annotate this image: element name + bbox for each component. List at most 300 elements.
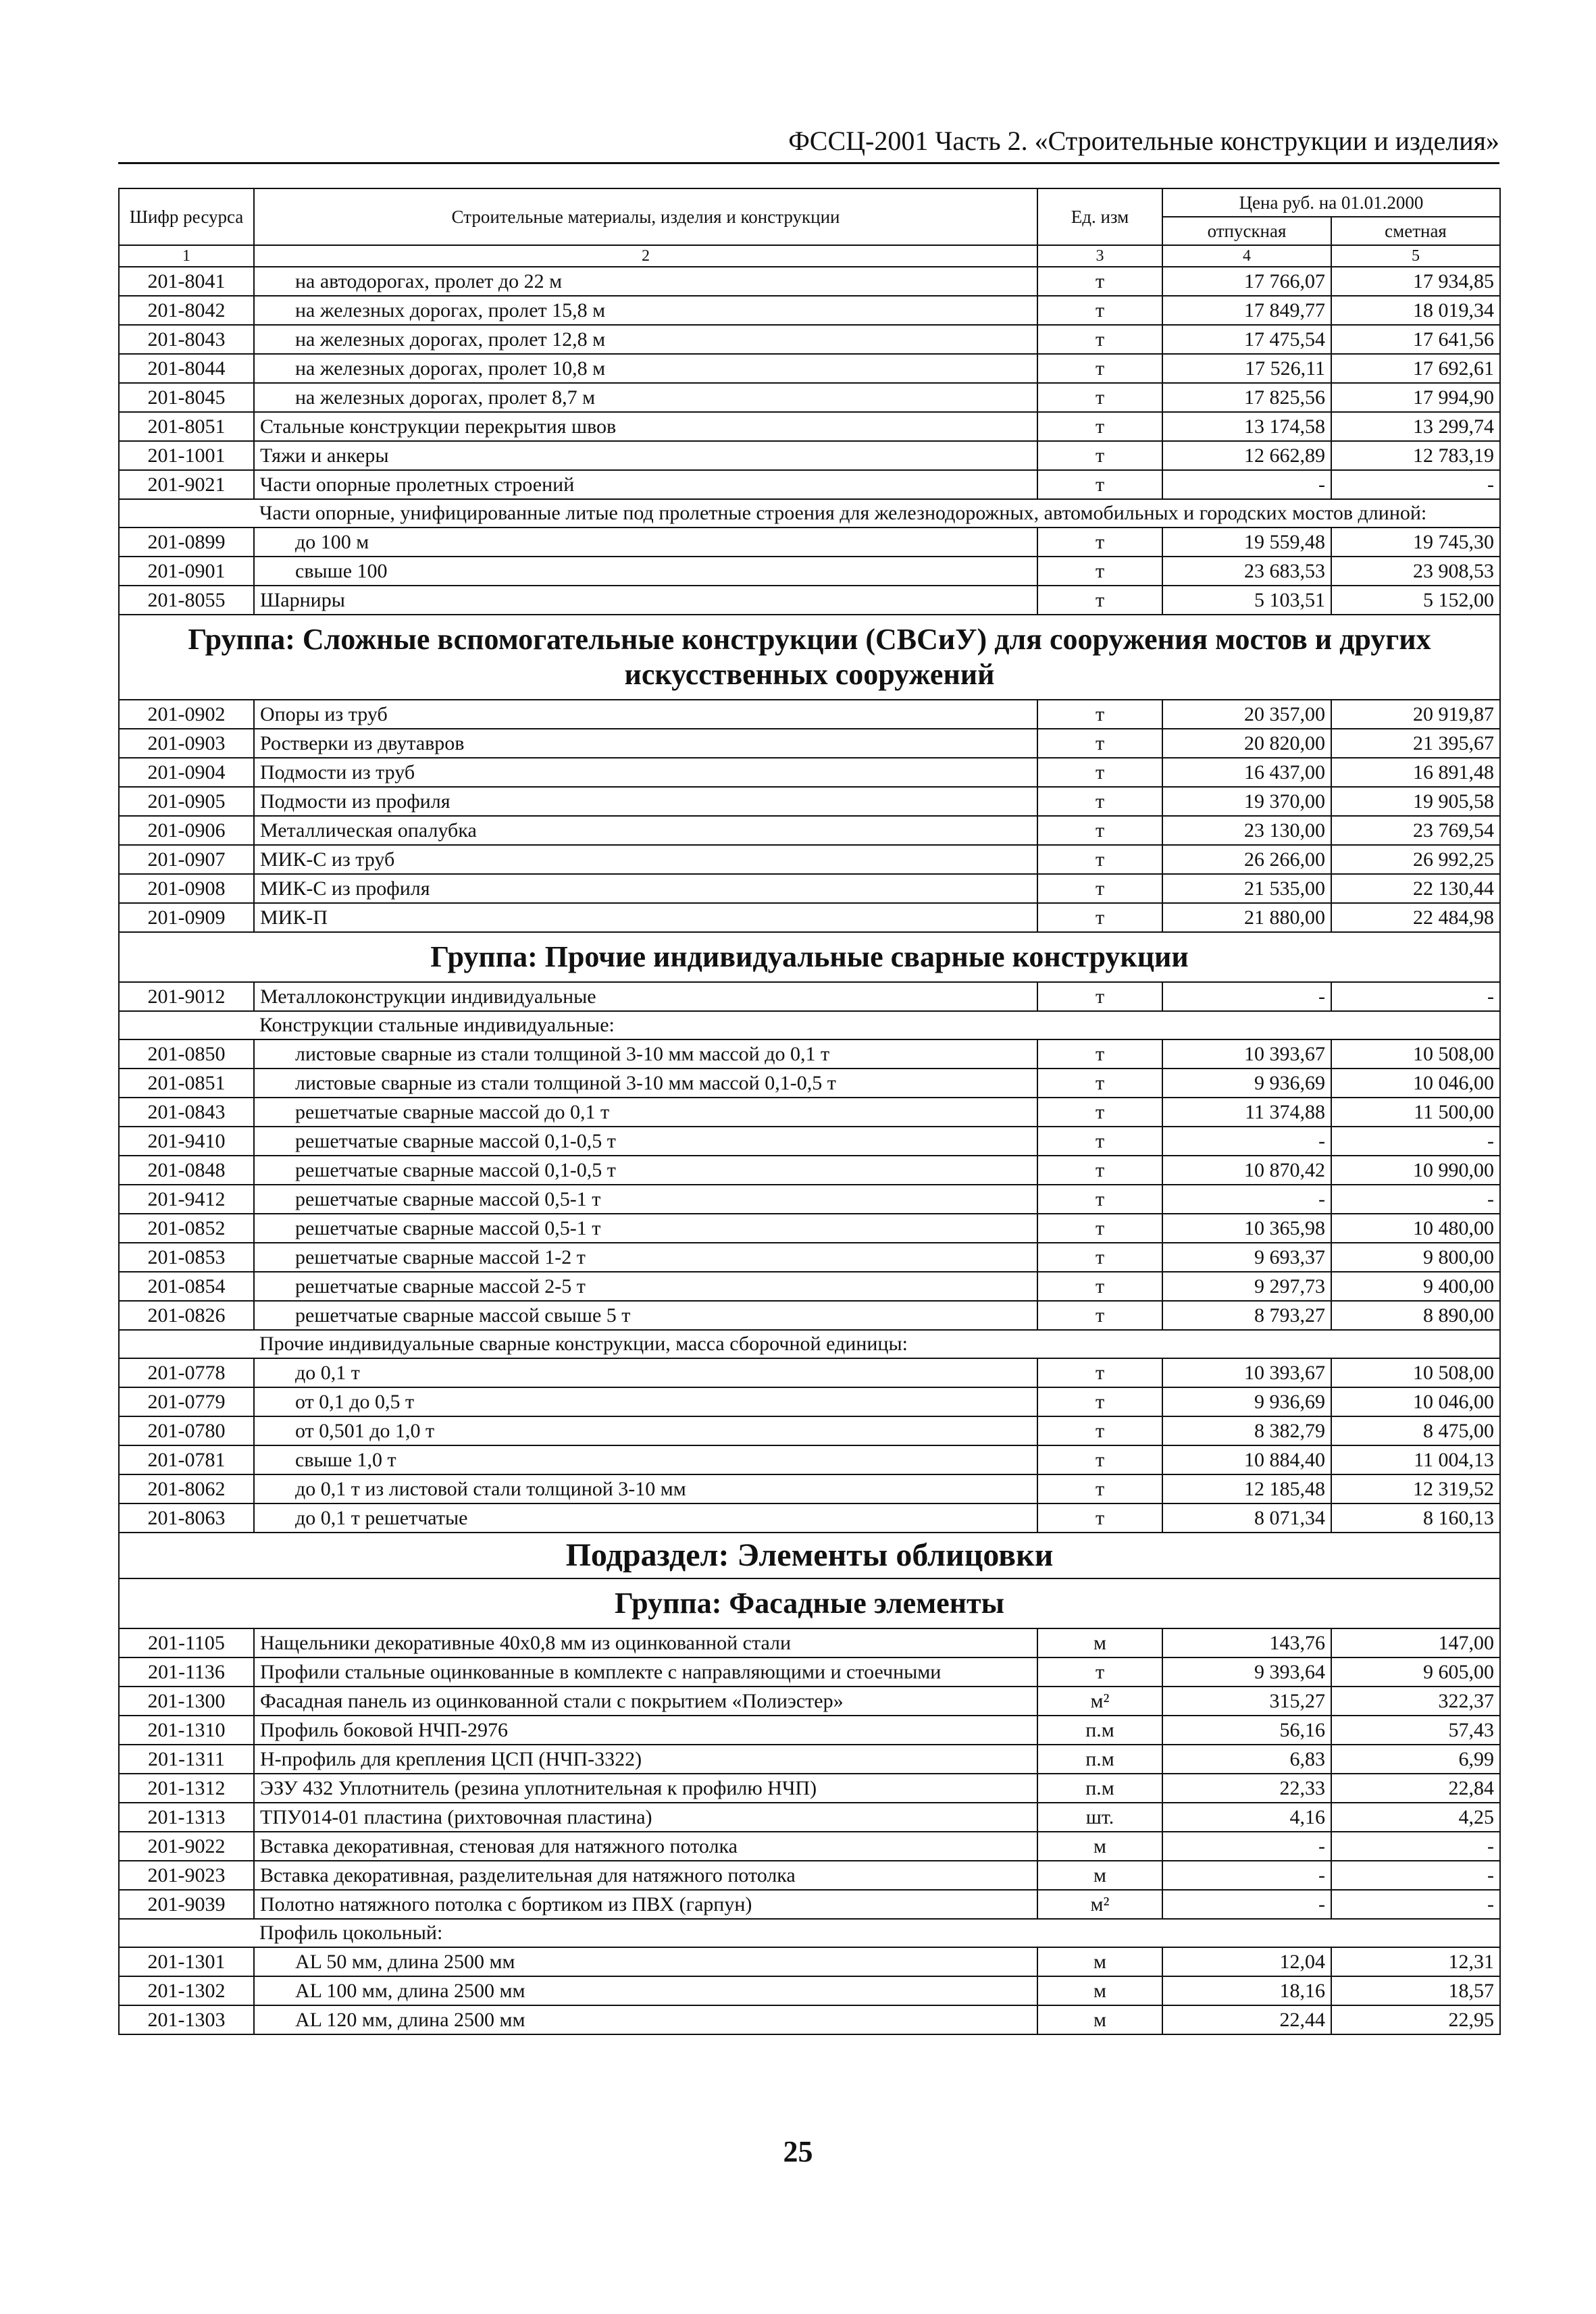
table-row xyxy=(119,1301,1500,1330)
resource-code: 201-0779 xyxy=(119,1387,254,1416)
wholesale-price: 11 374,88 xyxy=(1162,1098,1331,1127)
col-wholesale-header: отпускная xyxy=(1162,217,1331,245)
unit: т xyxy=(1037,383,1162,412)
resource-code: 201-0905 xyxy=(119,787,254,816)
resource-code: 201-0906 xyxy=(119,816,254,845)
table-row xyxy=(119,845,1500,874)
wholesale-price: 9 393,64 xyxy=(1162,1657,1331,1687)
table-row xyxy=(119,1890,1500,1919)
unit: м xyxy=(1037,1976,1162,2005)
material-name: листовые сварные из стали толщиной 3-10 мм массой до 0,1 т xyxy=(254,1039,1037,1069)
col-index: 5 xyxy=(1331,245,1500,267)
running-header: ФССЦ-2001 Часть 2. «Строительные конструкции и изделия» xyxy=(118,125,1499,164)
unit: т xyxy=(1037,874,1162,903)
group-heading: Группа: Сложные вспомогательные конструкции (СВСиУ) для сооружения мостов и других искусственных сооружений xyxy=(119,615,1500,700)
unit: м xyxy=(1037,1832,1162,1861)
table-row xyxy=(119,1803,1500,1832)
table-row xyxy=(119,296,1500,325)
estimate-price: 147,00 xyxy=(1331,1628,1500,1657)
resource-code: 201-1313 xyxy=(119,1803,254,1832)
material-name: до 100 м xyxy=(254,528,1037,557)
wholesale-price: 23 130,00 xyxy=(1162,816,1331,845)
estimate-price: 10 046,00 xyxy=(1331,1387,1500,1416)
resource-code: 201-0907 xyxy=(119,845,254,874)
unit: т xyxy=(1037,267,1162,296)
material-name: ТПУ014-01 пластина (рихтовочная пластина) xyxy=(254,1803,1037,1832)
table-row xyxy=(119,1069,1500,1098)
material-name: МИК-П xyxy=(254,903,1037,932)
unit: шт. xyxy=(1037,1803,1162,1832)
table-row xyxy=(119,1243,1500,1272)
table-row xyxy=(119,1503,1500,1533)
estimate-price: 12,31 xyxy=(1331,1947,1500,1976)
estimate-price: 17 692,61 xyxy=(1331,354,1500,383)
unit: т xyxy=(1037,412,1162,441)
material-name: Подмости из профиля xyxy=(254,787,1037,816)
estimate-price: 23 769,54 xyxy=(1331,816,1500,845)
table-row xyxy=(119,557,1500,586)
resource-code: 201-9022 xyxy=(119,1832,254,1861)
resource-code: 201-0781 xyxy=(119,1445,254,1474)
estimate-price: 22,95 xyxy=(1331,2005,1500,2034)
price-table xyxy=(118,188,1501,2035)
material-name: Металлоконструкции индивидуальные xyxy=(254,982,1037,1011)
resource-code: 201-1303 xyxy=(119,2005,254,2034)
estimate-price: 23 908,53 xyxy=(1331,557,1500,586)
estimate-price: 17 934,85 xyxy=(1331,267,1500,296)
material-name: МИК-С из профиля xyxy=(254,874,1037,903)
estimate-price: 10 990,00 xyxy=(1331,1156,1500,1185)
col-unit-header: Ед. изм xyxy=(1037,188,1162,245)
resource-code: 201-0853 xyxy=(119,1243,254,1272)
resource-code: 201-0902 xyxy=(119,700,254,729)
group-heading: Группа: Фасадные элементы xyxy=(119,1578,1500,1628)
table-row xyxy=(119,816,1500,845)
table-row xyxy=(119,1716,1500,1745)
table-row xyxy=(119,1474,1500,1503)
note-text: Прочие индивидуальные сварные конструкции, масса сборочной единицы: xyxy=(254,1330,1500,1358)
table-row xyxy=(119,586,1500,615)
unit: т xyxy=(1037,586,1162,615)
estimate-price: 4,25 xyxy=(1331,1803,1500,1832)
estimate-price: 13 299,74 xyxy=(1331,412,1500,441)
unit: т xyxy=(1037,354,1162,383)
material-name: Части опорные пролетных строений xyxy=(254,470,1037,499)
estimate-price: - xyxy=(1331,1127,1500,1156)
wholesale-price: 8 382,79 xyxy=(1162,1416,1331,1445)
wholesale-price: 23 683,53 xyxy=(1162,557,1331,586)
material-name: на железных дорогах, пролет 15,8 м xyxy=(254,296,1037,325)
material-name: до 0,1 т xyxy=(254,1358,1037,1387)
table-row xyxy=(119,1387,1500,1416)
estimate-price: 17 641,56 xyxy=(1331,325,1500,354)
wholesale-price: 9 297,73 xyxy=(1162,1272,1331,1301)
estimate-price: 8 890,00 xyxy=(1331,1301,1500,1330)
table-row xyxy=(119,1976,1500,2005)
group-heading-row xyxy=(119,932,1500,982)
estimate-price: - xyxy=(1331,1832,1500,1861)
wholesale-price: 9 936,69 xyxy=(1162,1069,1331,1098)
estimate-price: 17 994,90 xyxy=(1331,383,1500,412)
unit: т xyxy=(1037,1272,1162,1301)
table-row xyxy=(119,758,1500,787)
resource-code: 201-1300 xyxy=(119,1687,254,1716)
resource-code: 201-0850 xyxy=(119,1039,254,1069)
subsection-heading-row xyxy=(119,1533,1500,1578)
unit: т xyxy=(1037,1301,1162,1330)
unit: т xyxy=(1037,528,1162,557)
table-row xyxy=(119,325,1500,354)
material-name: Полотно натяжного потолка с бортиком из ПВХ (гарпун) xyxy=(254,1890,1037,1919)
material-name: решетчатые сварные массой 0,1-0,5 т xyxy=(254,1156,1037,1185)
wholesale-price: - xyxy=(1162,1127,1331,1156)
table-row xyxy=(119,903,1500,932)
estimate-price: 20 919,87 xyxy=(1331,700,1500,729)
estimate-price: 12 319,52 xyxy=(1331,1474,1500,1503)
resource-code: 201-9410 xyxy=(119,1127,254,1156)
table-row xyxy=(119,1445,1500,1474)
resource-code: 201-0826 xyxy=(119,1301,254,1330)
wholesale-price: 20 820,00 xyxy=(1162,729,1331,758)
table-row xyxy=(119,1272,1500,1301)
wholesale-price: 143,76 xyxy=(1162,1628,1331,1657)
material-name: Н-профиль для крепления ЦСП (НЧП-3322) xyxy=(254,1745,1037,1774)
estimate-price: 5 152,00 xyxy=(1331,586,1500,615)
unit: т xyxy=(1037,700,1162,729)
table-row xyxy=(119,470,1500,499)
material-name: Нащельники декоративные 40х0,8 мм из оцинкованной стали xyxy=(254,1628,1037,1657)
wholesale-price: 16 437,00 xyxy=(1162,758,1331,787)
wholesale-price: 22,33 xyxy=(1162,1774,1331,1803)
column-index-row xyxy=(119,245,1500,267)
resource-code: 201-8041 xyxy=(119,267,254,296)
wholesale-price: 10 393,67 xyxy=(1162,1358,1331,1387)
unit: т xyxy=(1037,1503,1162,1533)
table-row xyxy=(119,1861,1500,1890)
estimate-price: 19 745,30 xyxy=(1331,528,1500,557)
estimate-price: 19 905,58 xyxy=(1331,787,1500,816)
wholesale-price: 10 393,67 xyxy=(1162,1039,1331,1069)
wholesale-price: 12 662,89 xyxy=(1162,441,1331,470)
material-name: Опоры из труб xyxy=(254,700,1037,729)
subsection-heading: Подраздел: Элементы облицовки xyxy=(119,1533,1500,1578)
wholesale-price: - xyxy=(1162,1832,1331,1861)
material-name: AL 100 мм, длина 2500 мм xyxy=(254,1976,1037,2005)
col-estimate-header: сметная xyxy=(1331,217,1500,245)
col-index: 2 xyxy=(254,245,1037,267)
wholesale-price: - xyxy=(1162,1861,1331,1890)
resource-code: 201-8043 xyxy=(119,325,254,354)
wholesale-price: 12 185,48 xyxy=(1162,1474,1331,1503)
resource-code: 201-1311 xyxy=(119,1745,254,1774)
table-row xyxy=(119,383,1500,412)
wholesale-price: 21 535,00 xyxy=(1162,874,1331,903)
resource-code: 201-0778 xyxy=(119,1358,254,1387)
unit: т xyxy=(1037,787,1162,816)
table-row xyxy=(119,1156,1500,1185)
estimate-price: 10 508,00 xyxy=(1331,1358,1500,1387)
wholesale-price: 19 370,00 xyxy=(1162,787,1331,816)
material-name: решетчатые сварные массой 0,1-0,5 т xyxy=(254,1127,1037,1156)
estimate-price: - xyxy=(1331,1890,1500,1919)
note-spacer xyxy=(119,499,254,528)
table-row xyxy=(119,1687,1500,1716)
table-row xyxy=(119,441,1500,470)
material-name: на железных дорогах, пролет 8,7 м xyxy=(254,383,1037,412)
wholesale-price: 9 936,69 xyxy=(1162,1387,1331,1416)
estimate-price: - xyxy=(1331,982,1500,1011)
table-row xyxy=(119,267,1500,296)
wholesale-price: 18,16 xyxy=(1162,1976,1331,2005)
material-name: на железных дорогах, пролет 10,8 м xyxy=(254,354,1037,383)
table-row xyxy=(119,729,1500,758)
estimate-price: 12 783,19 xyxy=(1331,441,1500,470)
unit: т xyxy=(1037,1416,1162,1445)
unit: п.м xyxy=(1037,1774,1162,1803)
resource-code: 201-1105 xyxy=(119,1628,254,1657)
table-row xyxy=(119,982,1500,1011)
resource-code: 201-8063 xyxy=(119,1503,254,1533)
estimate-price: 11 004,13 xyxy=(1331,1445,1500,1474)
wholesale-price: 17 766,07 xyxy=(1162,267,1331,296)
unit: т xyxy=(1037,441,1162,470)
estimate-price: 18,57 xyxy=(1331,1976,1500,2005)
wholesale-price: 9 693,37 xyxy=(1162,1243,1331,1272)
note-row xyxy=(119,1330,1500,1358)
resource-code: 201-0901 xyxy=(119,557,254,586)
note-row xyxy=(119,499,1500,528)
wholesale-price: 17 475,54 xyxy=(1162,325,1331,354)
material-name: на автодорогах, пролет до 22 м xyxy=(254,267,1037,296)
table-row xyxy=(119,1039,1500,1069)
wholesale-price: 19 559,48 xyxy=(1162,528,1331,557)
unit: м² xyxy=(1037,1890,1162,1919)
material-name: МИК-С из труб xyxy=(254,845,1037,874)
resource-code: 201-9012 xyxy=(119,982,254,1011)
resource-code: 201-9039 xyxy=(119,1890,254,1919)
estimate-price: 9 400,00 xyxy=(1331,1272,1500,1301)
unit: п.м xyxy=(1037,1745,1162,1774)
wholesale-price: 6,83 xyxy=(1162,1745,1331,1774)
material-name: до 0,1 т из листовой стали толщиной 3-10 мм xyxy=(254,1474,1037,1503)
unit: т xyxy=(1037,1098,1162,1127)
wholesale-price: 21 880,00 xyxy=(1162,903,1331,932)
resource-code: 201-0909 xyxy=(119,903,254,932)
resource-code: 201-9412 xyxy=(119,1185,254,1214)
wholesale-price: 10 870,42 xyxy=(1162,1156,1331,1185)
page-number: 25 xyxy=(783,2135,813,2168)
unit: т xyxy=(1037,845,1162,874)
wholesale-price: - xyxy=(1162,470,1331,499)
material-name: Стальные конструкции перекрытия швов xyxy=(254,412,1037,441)
note-row xyxy=(119,1011,1500,1039)
table-row xyxy=(119,787,1500,816)
table-row xyxy=(119,1358,1500,1387)
material-name: Металлическая опалубка xyxy=(254,816,1037,845)
resource-code: 201-0843 xyxy=(119,1098,254,1127)
unit: м xyxy=(1037,2005,1162,2034)
resource-code: 201-1312 xyxy=(119,1774,254,1803)
table-body xyxy=(119,267,1500,2034)
unit: т xyxy=(1037,1445,1162,1474)
resource-code: 201-0854 xyxy=(119,1272,254,1301)
wholesale-price: 17 825,56 xyxy=(1162,383,1331,412)
table-row xyxy=(119,874,1500,903)
material-name: решетчатые сварные массой 0,5-1 т xyxy=(254,1185,1037,1214)
estimate-price: - xyxy=(1331,1185,1500,1214)
unit: м xyxy=(1037,1947,1162,1976)
table-row xyxy=(119,1774,1500,1803)
resource-code: 201-0852 xyxy=(119,1214,254,1243)
wholesale-price: 17 526,11 xyxy=(1162,354,1331,383)
table-row xyxy=(119,1185,1500,1214)
col-name-header: Строительные материалы, изделия и конструкции xyxy=(254,188,1037,245)
estimate-price: 10 480,00 xyxy=(1331,1214,1500,1243)
unit: т xyxy=(1037,1069,1162,1098)
table-row xyxy=(119,1745,1500,1774)
table-row xyxy=(119,1832,1500,1861)
unit: т xyxy=(1037,1358,1162,1387)
estimate-price: 18 019,34 xyxy=(1331,296,1500,325)
unit: т xyxy=(1037,296,1162,325)
col-index: 4 xyxy=(1162,245,1331,267)
table-row xyxy=(119,1127,1500,1156)
wholesale-price: 10 365,98 xyxy=(1162,1214,1331,1243)
material-name: решетчатые сварные массой 1-2 т xyxy=(254,1243,1037,1272)
estimate-price: 9 800,00 xyxy=(1331,1243,1500,1272)
resource-code: 201-0904 xyxy=(119,758,254,787)
material-name: свыше 100 xyxy=(254,557,1037,586)
note-text: Профиль цокольный: xyxy=(254,1919,1500,1947)
resource-code: 201-9021 xyxy=(119,470,254,499)
resource-code: 201-1310 xyxy=(119,1716,254,1745)
estimate-price: 322,37 xyxy=(1331,1687,1500,1716)
resource-code: 201-8042 xyxy=(119,296,254,325)
resource-code: 201-0851 xyxy=(119,1069,254,1098)
table-row xyxy=(119,1098,1500,1127)
material-name: решетчатые сварные массой свыше 5 т xyxy=(254,1301,1037,1330)
material-name: AL 120 мм, длина 2500 мм xyxy=(254,2005,1037,2034)
table-row xyxy=(119,2005,1500,2034)
wholesale-price: 20 357,00 xyxy=(1162,700,1331,729)
table-row xyxy=(119,1214,1500,1243)
wholesale-price: 13 174,58 xyxy=(1162,412,1331,441)
estimate-price: 6,99 xyxy=(1331,1745,1500,1774)
note-row xyxy=(119,1919,1500,1947)
wholesale-price: 4,16 xyxy=(1162,1803,1331,1832)
resource-code: 201-8045 xyxy=(119,383,254,412)
estimate-price: 10 046,00 xyxy=(1331,1069,1500,1098)
unit: т xyxy=(1037,1185,1162,1214)
group-heading: Группа: Прочие индивидуальные сварные конструкции xyxy=(119,932,1500,982)
resource-code: 201-8055 xyxy=(119,586,254,615)
resource-code: 201-8051 xyxy=(119,412,254,441)
table-row xyxy=(119,354,1500,383)
material-name: Профиль боковой НЧП-2976 xyxy=(254,1716,1037,1745)
material-name: Подмости из труб xyxy=(254,758,1037,787)
estimate-price: 8 475,00 xyxy=(1331,1416,1500,1445)
unit: т xyxy=(1037,982,1162,1011)
wholesale-price: - xyxy=(1162,1185,1331,1214)
unit: м xyxy=(1037,1861,1162,1890)
estimate-price: 26 992,25 xyxy=(1331,845,1500,874)
resource-code: 201-1301 xyxy=(119,1947,254,1976)
note-text: Части опорные, унифицированные литые под пролетные строения для железнодорожных, автомобильных и городских мостов длиной: xyxy=(254,499,1500,528)
unit: т xyxy=(1037,758,1162,787)
wholesale-price: - xyxy=(1162,982,1331,1011)
estimate-price: 21 395,67 xyxy=(1331,729,1500,758)
resource-code: 201-9023 xyxy=(119,1861,254,1890)
estimate-price: 10 508,00 xyxy=(1331,1039,1500,1069)
resource-code: 201-1302 xyxy=(119,1976,254,2005)
unit: т xyxy=(1037,903,1162,932)
estimate-price: 57,43 xyxy=(1331,1716,1500,1745)
note-spacer xyxy=(119,1919,254,1947)
unit: т xyxy=(1037,729,1162,758)
table-row xyxy=(119,1628,1500,1657)
unit: т xyxy=(1037,1657,1162,1687)
material-name: от 0,1 до 0,5 т xyxy=(254,1387,1037,1416)
resource-code: 201-0908 xyxy=(119,874,254,903)
wholesale-price: 10 884,40 xyxy=(1162,1445,1331,1474)
table-row xyxy=(119,1657,1500,1687)
col-index: 1 xyxy=(119,245,254,267)
material-name: Вставка декоративная, стеновая для натяжного потолка xyxy=(254,1832,1037,1861)
unit: т xyxy=(1037,1214,1162,1243)
material-name: AL 50 мм, длина 2500 мм xyxy=(254,1947,1037,1976)
wholesale-price: 5 103,51 xyxy=(1162,586,1331,615)
material-name: от 0,501 до 1,0 т xyxy=(254,1416,1037,1445)
unit: т xyxy=(1037,1243,1162,1272)
wholesale-price: 22,44 xyxy=(1162,2005,1331,2034)
material-name: Шарниры xyxy=(254,586,1037,615)
resource-code: 201-0848 xyxy=(119,1156,254,1185)
table-row xyxy=(119,700,1500,729)
material-name: ЭЗУ 432 Уплотнитель (резина уплотнительная к профилю НЧП) xyxy=(254,1774,1037,1803)
table-header xyxy=(119,188,1500,267)
table-row xyxy=(119,1947,1500,1976)
unit: п.м xyxy=(1037,1716,1162,1745)
unit: м² xyxy=(1037,1687,1162,1716)
unit: т xyxy=(1037,557,1162,586)
estimate-price: 8 160,13 xyxy=(1331,1503,1500,1533)
resource-code: 201-0780 xyxy=(119,1416,254,1445)
unit: т xyxy=(1037,1387,1162,1416)
material-name: Ростверки из двутавров xyxy=(254,729,1037,758)
estimate-price: 9 605,00 xyxy=(1331,1657,1500,1687)
resource-code: 201-0903 xyxy=(119,729,254,758)
note-text: Конструкции стальные индивидуальные: xyxy=(254,1011,1500,1039)
material-name: решетчатые сварные массой 0,5-1 т xyxy=(254,1214,1037,1243)
material-name: Фасадная панель из оцинкованной стали с покрытием «Полиэстер» xyxy=(254,1687,1037,1716)
material-name: решетчатые сварные массой 2-5 т xyxy=(254,1272,1037,1301)
wholesale-price: - xyxy=(1162,1890,1331,1919)
material-name: Профили стальные оцинкованные в комплекте с направляющими и стоечными xyxy=(254,1657,1037,1687)
wholesale-price: 8 793,27 xyxy=(1162,1301,1331,1330)
material-name: на железных дорогах, пролет 12,8 м xyxy=(254,325,1037,354)
unit: т xyxy=(1037,470,1162,499)
col-price-header: Цена руб. на 01.01.2000 xyxy=(1162,188,1500,217)
wholesale-price: 315,27 xyxy=(1162,1687,1331,1716)
note-spacer xyxy=(119,1330,254,1358)
unit: т xyxy=(1037,1474,1162,1503)
wholesale-price: 8 071,34 xyxy=(1162,1503,1331,1533)
unit: т xyxy=(1037,816,1162,845)
unit: т xyxy=(1037,1039,1162,1069)
material-name: листовые сварные из стали толщиной 3-10 мм массой 0,1-0,5 т xyxy=(254,1069,1037,1098)
wholesale-price: 17 849,77 xyxy=(1162,296,1331,325)
note-spacer xyxy=(119,1011,254,1039)
